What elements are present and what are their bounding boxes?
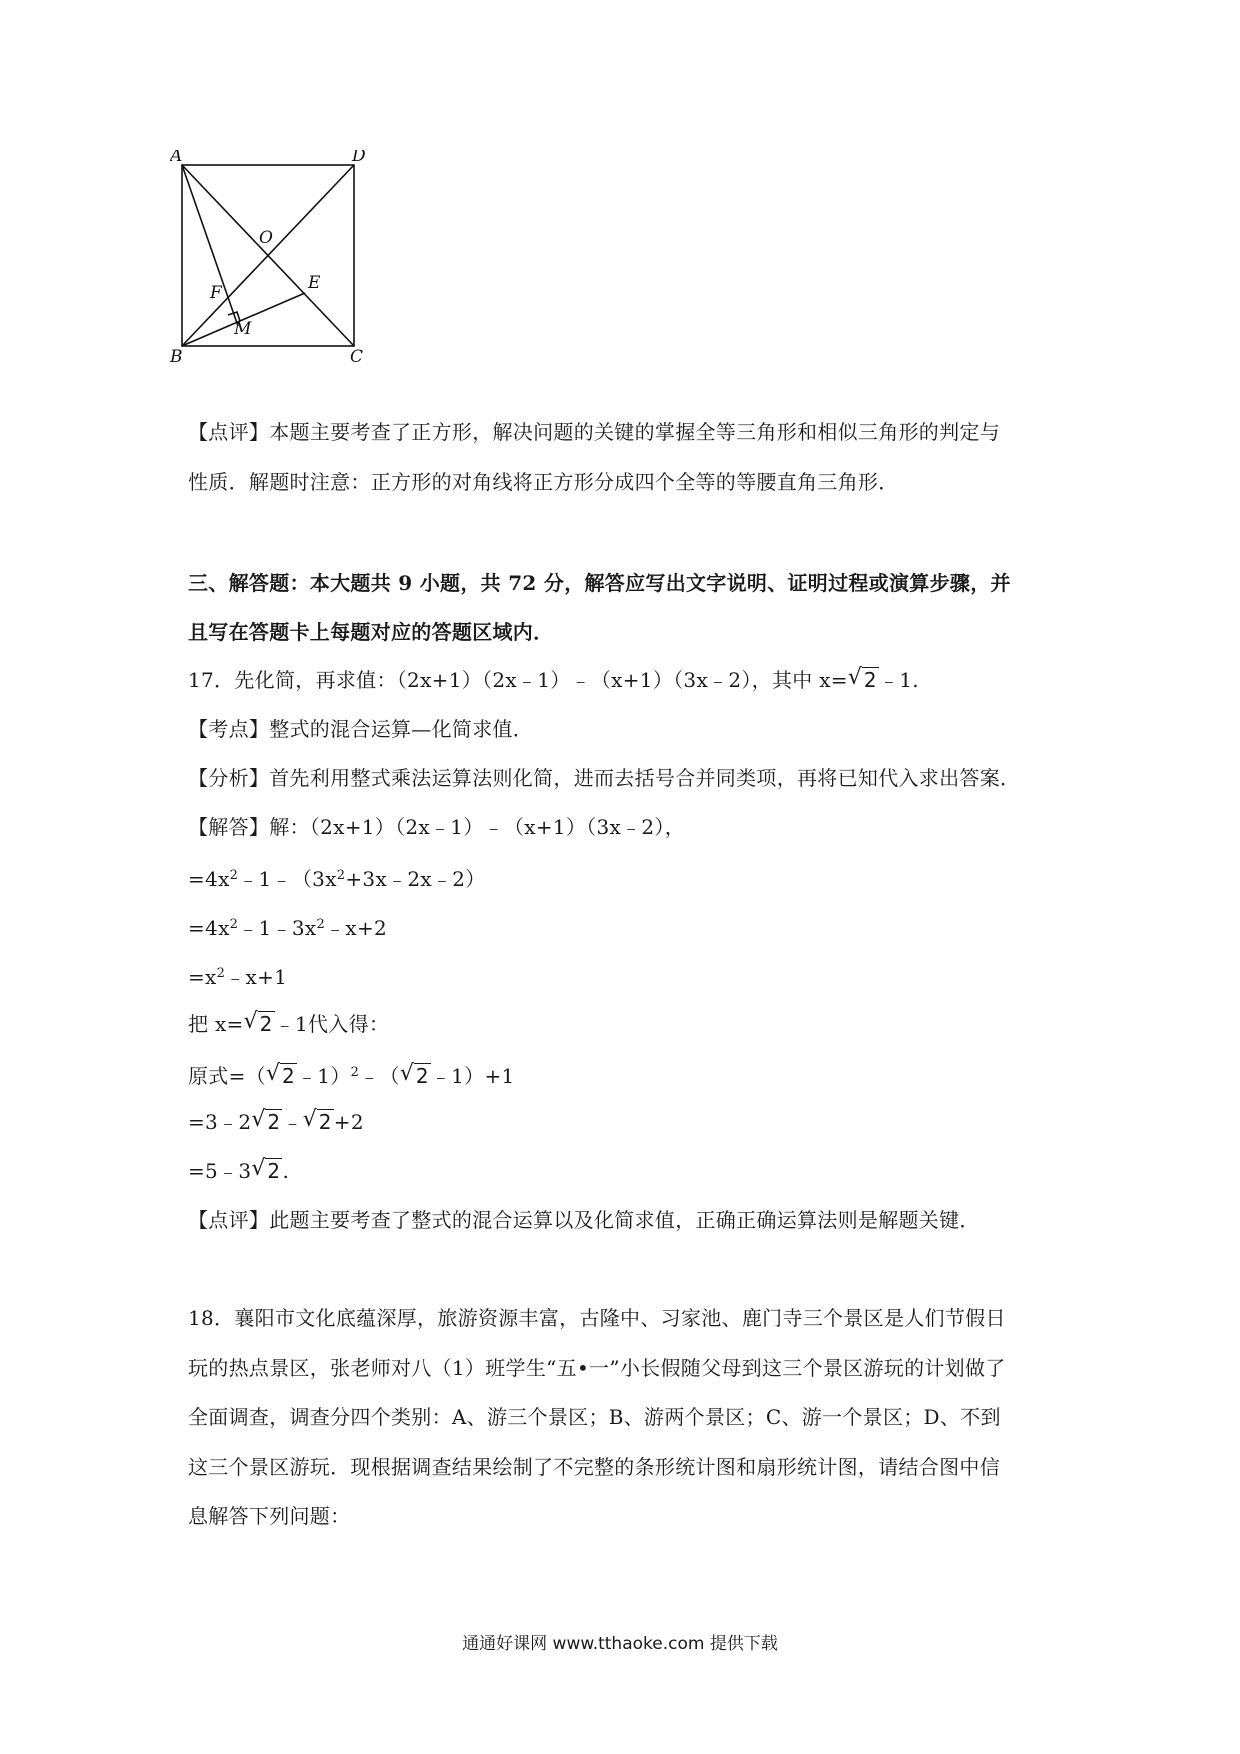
q17-question-tail: ﹣1. <box>878 668 919 692</box>
q18-line2: 玩的热点景区，张老师对八（1）班学生“五•一”小长假随父母到这三个景区游玩的计划做了 <box>188 1356 1006 1380</box>
q18-line1: 18．襄阳市文化底蕴深厚，旅游资源丰富，古隆中、习家池、鹿门寺三个景区是人们节假日 <box>188 1306 1006 1330</box>
step2-part-c: ﹣x+2 <box>325 916 388 940</box>
section3-heading-line2: 且写在答题卡上每题对应的答题区域内． <box>188 620 554 644</box>
square-figure <box>170 150 420 410</box>
step2-part-b: ﹣1﹣3x <box>238 916 317 940</box>
q17-step2 <box>188 911 387 942</box>
step3-exponent: 2 <box>216 966 226 981</box>
q18-line5: 息解答下列问题： <box>188 1504 351 1528</box>
sqrt-symbol: √ 2 <box>302 1107 332 1134</box>
original-exponent: 2 <box>350 1065 360 1080</box>
step2-part-a: =4x <box>188 916 230 940</box>
label-f: F <box>210 283 222 303</box>
q17-dianping: 【点评】此题主要考查了整式的混合运算以及化简求值，正确正确运算法则是解题关键． <box>188 1208 980 1232</box>
label-d: D <box>352 150 366 166</box>
q17-original <box>188 1059 515 1090</box>
q16-comment-line2: 性质．解题时注意：正方形的对角线将正方形分成四个全等的等腰直角三角形． <box>188 470 899 494</box>
q17-substitute <box>188 1010 389 1038</box>
label-e: E <box>308 273 321 293</box>
q16-comment-line1: 【点评】本题主要考查了正方形，解决问题的关键的掌握全等三角形和相似三角形的判定与 <box>188 420 1000 444</box>
label-m: M <box>234 319 252 339</box>
sqrt-radicand: 2 <box>267 1110 281 1134</box>
sqrt-symbol: √ 2 <box>251 1156 281 1183</box>
result2-part-b: . <box>282 1159 290 1183</box>
sqrt-symbol: √ 2 <box>243 1009 273 1036</box>
result1-part-b: ﹣ <box>282 1110 303 1134</box>
original-part-b: ﹣1） <box>297 1064 351 1088</box>
original-part-d: ﹣1）+1 <box>430 1064 515 1088</box>
substitute-part-b: ﹣1代入得： <box>274 1012 390 1036</box>
step1-part-c: +3x﹣2x﹣2） <box>345 867 486 891</box>
step1-exponent-2: 2 <box>336 868 346 883</box>
section3-heading-line1: 三、解答题：本大题共 9 小题，共 72 分，解答应写出文字说明、证明过程或演算步骤，并 <box>188 571 1011 595</box>
sqrt-radicand: 2 <box>415 1064 429 1088</box>
original-part-a: 原式=（ <box>188 1064 266 1088</box>
q17-step3 <box>188 960 287 991</box>
q18-line4: 这三个景区游玩．现根据调查结果绘制了不完整的条形统计图和扇形统计图，请结合图中信 <box>188 1455 1000 1479</box>
q17-kaodian: 【考点】整式的混合运算—化简求值． <box>188 717 534 741</box>
sqrt-symbol: √ 2 <box>251 1107 281 1134</box>
step1-exponent-1: 2 <box>229 868 239 883</box>
sqrt-radicand: 2 <box>267 1159 281 1183</box>
sqrt-radicand: 2 <box>281 1064 295 1088</box>
step1-part-a: =4x <box>188 867 230 891</box>
q17-question-text: 17．先化简，再求值：（2x+1）（2x﹣1）﹣（x+1）（3x﹣2），其中 x= <box>188 668 848 692</box>
page-footer: 通通好课网 www.tthaoke.com 提供下载 <box>462 1634 778 1654</box>
substitute-part-a: 把 x= <box>188 1012 244 1036</box>
sqrt-symbol: √ 2 <box>399 1061 429 1088</box>
step3-part-a: =x <box>188 965 217 989</box>
sqrt-symbol: √ 2 <box>847 665 877 692</box>
sqrt-radicand: 2 <box>318 1110 332 1134</box>
label-c: C <box>350 347 364 367</box>
q17-result1 <box>188 1108 364 1136</box>
sqrt-radicand: 2 <box>863 668 877 692</box>
step1-part-b: ﹣1﹣（3x <box>238 867 337 891</box>
q17-result2 <box>188 1157 289 1185</box>
label-b: B <box>170 347 183 367</box>
label-o: O <box>259 228 273 248</box>
sqrt-symbol: √ 2 <box>265 1061 295 1088</box>
step2-exponent-1: 2 <box>229 917 239 932</box>
q17-question <box>188 666 919 694</box>
original-part-c: ﹣（ <box>359 1064 400 1088</box>
step3-part-b: ﹣x+1 <box>225 965 288 989</box>
q17-fenxi: 【分析】首先利用整式乘法运算法则化简，进而去括号合并同类项，再将已知代入求出答案． <box>188 766 1021 790</box>
q17-step1 <box>188 862 486 893</box>
label-a: A <box>170 150 183 166</box>
result2-part-a: =5﹣3 <box>188 1159 252 1183</box>
step2-exponent-2: 2 <box>316 917 326 932</box>
q18-line3: 全面调查，调查分四个类别：A、游三个景区；B、游两个景区；C、游一个景区；D、不到 <box>188 1405 1001 1429</box>
q17-jieda: 【解答】解：（2x+1）（2x﹣1）﹣（x+1）（3x﹣2）， <box>188 815 686 839</box>
result1-part-a: =3﹣2 <box>188 1110 252 1134</box>
sqrt-radicand: 2 <box>259 1012 273 1036</box>
square-diagram <box>170 150 420 410</box>
result1-part-c: +2 <box>333 1110 364 1134</box>
